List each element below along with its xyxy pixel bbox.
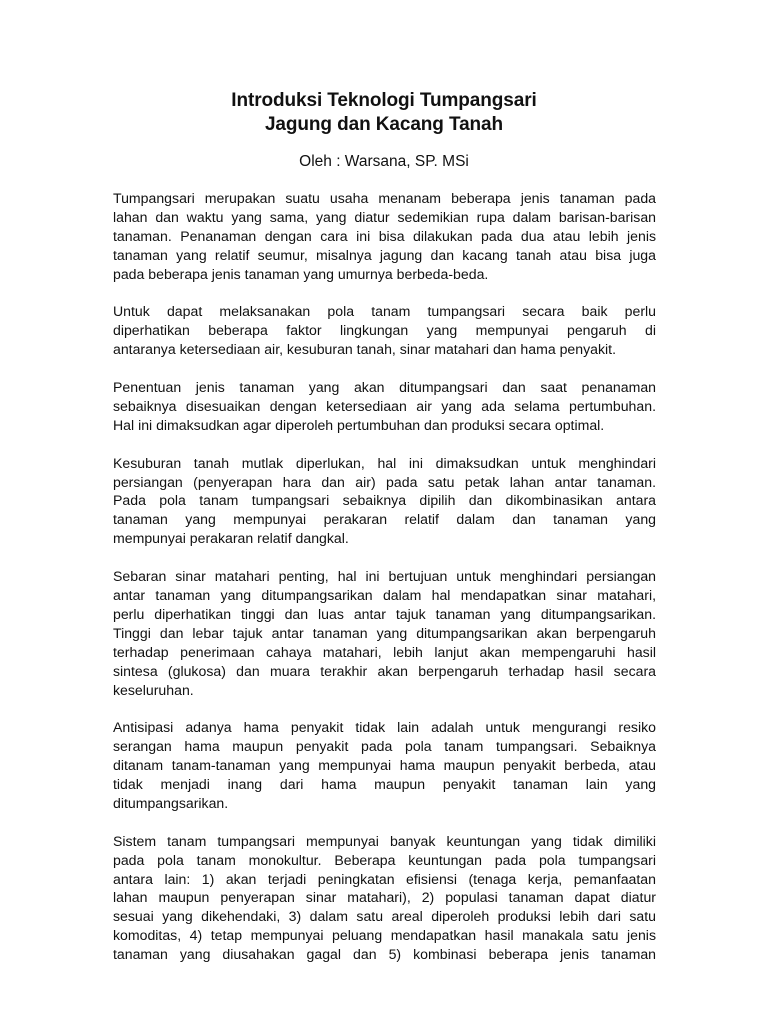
text-line: tanaman yang mempunyai perakaran relatif dalam dan tanaman yang — [113, 511, 656, 528]
text-line: ditumpangsarikan. — [113, 794, 229, 811]
text-line: tanaman yang diusahakan gagal dan 5) kombinasi beberapa jenis tanaman — [113, 946, 656, 963]
text-line: serangan hama maupun penyakit pada pola tanam tumpangsari. Sebaiknya — [113, 738, 656, 755]
text-line: diperhatikan beberapa faktor lingkungan yang mempunyai pengaruh di — [113, 322, 656, 339]
text-line: Hal ini dimaksudkan agar diperoleh pertumbuhan dan produksi secara optimal. — [113, 416, 605, 433]
text-line: mempunyai perakaran relatif dangkal. — [113, 530, 349, 547]
title-line-1: Introduksi Teknologi Tumpangsari — [231, 90, 537, 111]
text-line: pada beberapa jenis tanaman yang umurnya berbeda-beda. — [113, 265, 489, 282]
text-line: ditanam tanam-tanaman yang mempunyai hama maupun penyakit berbeda, atau — [113, 757, 656, 774]
author-line: Oleh : Warsana, SP. MSi — [299, 153, 469, 170]
text-line: komoditas, 4) tetap mempunyai peluang mendapatkan hasil manakala satu jenis — [113, 927, 656, 944]
text-line: persiangan (penyerapan hara dan air) pada satu petak lahan antar tanaman. — [113, 473, 656, 490]
text-line: perlu diperhatikan tinggi dan luas antar tajuk tanaman yang ditumpangsarikan. — [113, 605, 656, 622]
paragraph — [113, 832, 656, 964]
text-line: Tinggi dan lebar tajuk antar tanaman yang ditumpangsarikan akan berpengaruh — [113, 624, 656, 641]
text-line: keseluruhan. — [113, 681, 194, 698]
text-line: pada pola tanam monokultur. Beberapa keuntungan pada pola tumpangsari — [113, 851, 656, 868]
text-line: Pada pola tanam tumpangsari sebaiknya dipilih dan dikombinasikan antara — [113, 492, 656, 509]
text-line: Kesuburan tanah mutlak diperlukan, hal ini dimaksudkan untuk menghindari — [113, 454, 656, 471]
text-line: antara lain: 1) akan terjadi peningkatan efisiensi (tenaga kerja, pemanfaatan — [113, 870, 656, 887]
paragraph — [113, 302, 656, 359]
paragraph — [113, 454, 656, 549]
text-line: tanaman. Penanaman dengan cara ini bisa dilakukan pada dua atau lebih jenis — [113, 227, 656, 244]
text-line: sintesa (glukosa) dan muara terakhir akan berpengaruh terhadap hasil secara — [113, 662, 656, 679]
paragraph — [113, 718, 656, 813]
document-title — [0, 89, 768, 137]
text-line: Tumpangsari merupakan suatu usaha menanam beberapa jenis tanaman pada — [113, 190, 656, 206]
text-line: lahan maupun penyerapan sinar matahari), 2) populasi tanaman dapat diatur — [113, 889, 656, 906]
title-line-2: Jagung dan Kacang Tanah — [264, 114, 504, 135]
text-line: sesuai yang dikehendaki, 3) dalam satu areal diperoleh produksi lebih dari satu — [113, 908, 656, 925]
text-line: lahan dan waktu yang sama, yang diatur sedemikian rupa dalam barisan-barisan — [113, 208, 656, 225]
text-line: antar tanaman yang ditumpangsarikan dalam hal mendapatkan sinar matahari, — [113, 586, 656, 603]
text-line: Sebaran sinar matahari penting, hal ini bertujuan untuk menghindari persiangan — [113, 568, 656, 585]
text-line: Penentuan jenis tanaman yang akan ditumpangsari dan saat penanaman — [113, 379, 656, 396]
document-body — [113, 189, 656, 983]
text-line: Sistem tanam tumpangsari mempunyai banyak keuntungan yang tidak dimiliki — [113, 832, 656, 849]
paragraph — [113, 567, 656, 699]
text-line: Untuk dapat melaksanakan pola tanam tumpangsari secara baik perlu — [113, 303, 656, 320]
text-line: tidak menjadi inang dari hama maupun penyakit tanaman lain yang — [113, 776, 656, 793]
text-line: Antisipasi adanya hama penyakit tidak lain adalah untuk mengurangi resiko — [113, 719, 656, 736]
paragraph — [113, 378, 656, 435]
paragraph — [113, 189, 656, 284]
text-line: antaranya ketersediaan air, kesuburan tanah, sinar matahari dan hama penyakit. — [113, 341, 616, 358]
text-line: tanaman yang relatif seumur, misalnya jagung dan kacang tanah atau bisa juga — [113, 246, 656, 263]
text-line: terhadap penerimaan cahaya matahari, lebih lanjut akan mempengaruhi hasil — [113, 643, 656, 660]
text-line: sebaiknya disesuaikan dengan ketersediaan air yang ada selama pertumbuhan. — [113, 397, 656, 414]
